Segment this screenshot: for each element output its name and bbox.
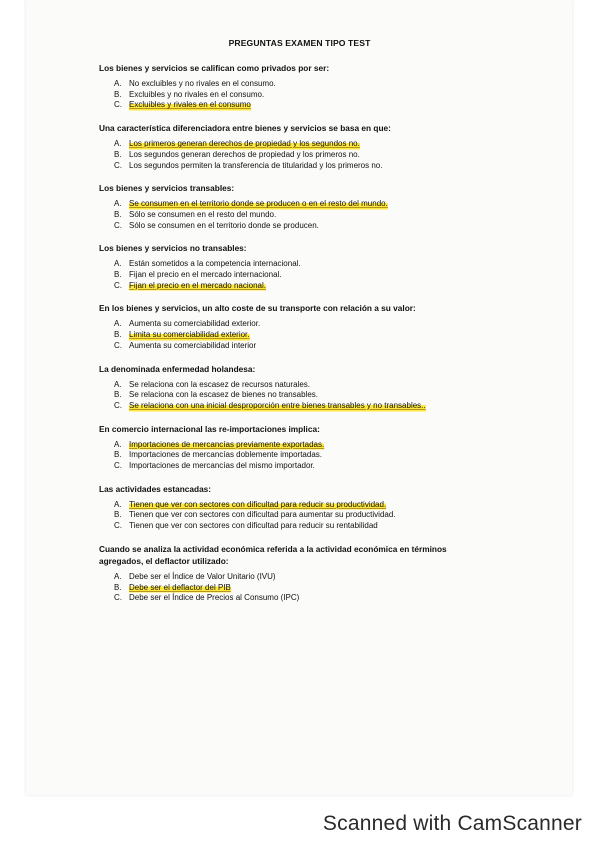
question-text: Los bienes y servicios no transables:: [99, 243, 247, 254]
question-text: Los bienes y servicios se califican como privados por ser:: [99, 63, 330, 73]
option-text: Aumenta su comerciabilidad interior: [129, 340, 257, 350]
question-text: La denominada enfermedad holandesa:: [99, 363, 256, 374]
option-letter: B.: [114, 582, 122, 592]
question-text: En los bienes y servicios, un alto coste de su transporte con relación a su valor:: [99, 303, 416, 314]
answer-option: [99, 380, 489, 391]
answer-option: [99, 521, 489, 532]
answer-option: [99, 593, 489, 604]
option-text: Sólo se consumen en el territorio donde se producen.: [129, 220, 319, 230]
option-text: Fijan el precio en el mercado internacional.: [129, 270, 282, 280]
question-block: [99, 543, 489, 604]
page-title: PREGUNTAS EXAMEN TIPO TEST: [228, 38, 371, 48]
option-letter: A.: [114, 319, 122, 329]
answer-option-highlighted: [99, 440, 489, 451]
option-text: Se relaciona con la escasez de recursos naturales.: [129, 379, 310, 389]
answer-option: [99, 90, 489, 101]
answer-option: [99, 341, 489, 352]
question-block: [99, 242, 489, 291]
question-text: Una característica diferenciadora entre bienes y servicios se basa en que:: [99, 123, 391, 134]
option-letter: A.: [114, 79, 122, 88]
option-text: Debe ser el Índice de Precios al Consumo (IPC): [129, 593, 300, 603]
option-text: Debe ser el deflactor del PIB: [129, 582, 231, 592]
option-text: Importaciones de mercancías doblemente importadas.: [129, 450, 322, 460]
option-text: Limita su comerciabilidad exterior.: [129, 330, 250, 340]
option-text: Los segundos generan derechos de propiedad y los primeros no.: [129, 149, 360, 159]
option-text: Excluibles y rivales en el consumo: [129, 100, 251, 110]
answer-option: [99, 461, 489, 472]
option-text: Aumenta su comerciabilidad exterior.: [129, 319, 261, 329]
answer-option: [99, 510, 489, 521]
answer-option: [99, 259, 489, 270]
answer-option: [99, 390, 489, 401]
answer-option-highlighted: [99, 139, 489, 150]
option-letter: C.: [114, 461, 122, 471]
answer-options: [99, 380, 489, 412]
option-text: Debe ser el Índice de Valor Unitario (IVU): [129, 571, 276, 581]
question-block: [99, 483, 489, 532]
option-letter: C.: [114, 593, 122, 603]
question-text: En comercio internacional las re-importaciones implica:: [99, 423, 320, 434]
answer-option: [99, 270, 489, 281]
answer-options: [99, 79, 489, 111]
option-text: Los primeros generan derechos de propiedad y los segundos no.: [129, 139, 360, 149]
question-block: [99, 182, 489, 231]
answer-option: [99, 150, 489, 161]
option-text: Sólo se consumen en el resto del mundo.: [129, 209, 277, 219]
answer-option-highlighted: [99, 330, 489, 341]
option-letter: A.: [114, 199, 122, 209]
option-letter: A.: [114, 439, 122, 449]
option-text: Se consumen en el territorio donde se producen o en el resto del mundo.: [129, 199, 388, 209]
option-letter: C.: [114, 100, 122, 110]
answer-option-highlighted: [99, 199, 489, 210]
answer-option: [99, 572, 489, 583]
option-letter: C.: [114, 280, 122, 290]
option-letter: B.: [114, 450, 122, 460]
answer-options: [99, 440, 489, 472]
option-letter: A.: [114, 571, 122, 581]
option-letter: A.: [114, 379, 122, 389]
question-block: [99, 423, 489, 472]
answer-option-highlighted: [99, 500, 489, 511]
option-letter: B.: [114, 149, 122, 159]
question-block: [99, 302, 489, 351]
option-letter: B.: [114, 510, 122, 520]
answer-options: [99, 139, 489, 171]
option-text: Importaciones de mercancías previamente exportadas.: [129, 439, 325, 449]
option-letter: C.: [114, 340, 122, 350]
option-letter: B.: [114, 390, 122, 400]
option-letter: B.: [114, 270, 122, 280]
answer-option: [99, 210, 489, 221]
question-text: Las actividades estancadas:: [99, 483, 212, 494]
option-letter: C.: [114, 521, 122, 531]
option-text: Tienen que ver con sectores con dificultad para reducir su rentabilidad: [129, 521, 378, 531]
option-letter: A.: [114, 139, 122, 149]
option-text: Se relaciona con una inicial desproporción entre bienes transables y no transables..: [129, 400, 426, 410]
option-text: Tienen que ver con sectores con dificultad para reducir su productividad.: [129, 499, 387, 509]
option-text: Se relaciona con la escasez de bienes no transables.: [129, 390, 319, 400]
option-text: No excluibles y no rivales en el consumo.: [129, 79, 276, 88]
answer-option-highlighted: [99, 281, 489, 292]
question-block: [99, 62, 489, 111]
question-block: [99, 122, 489, 171]
answer-option-highlighted: [99, 401, 489, 412]
answer-option: [99, 450, 489, 461]
option-text: Fijan el precio en el mercado nacional.: [129, 280, 266, 290]
answer-option: [99, 79, 489, 90]
answer-option-highlighted: [99, 100, 489, 111]
option-text: Importaciones de mercancías del mismo importador.: [129, 461, 315, 471]
option-letter: A.: [114, 499, 122, 509]
option-text: Están sometidos a la competencia internacional.: [129, 259, 301, 269]
answer-option: [99, 161, 489, 172]
question-block: [99, 363, 489, 412]
answer-options: [99, 500, 489, 532]
question-list: [99, 62, 489, 615]
option-text: Tienen que ver con sectores con dificultad para aumentar su productividad.: [129, 510, 396, 520]
answer-options: [99, 319, 489, 351]
scanner-watermark: Scanned with CamScanner: [322, 812, 582, 835]
option-letter: B.: [114, 330, 122, 340]
option-letter: B.: [114, 209, 122, 219]
option-text: Los segundos permiten la transferencia de titularidad y los primeros no.: [129, 160, 383, 170]
option-letter: C.: [114, 160, 122, 170]
answer-options: [99, 199, 489, 231]
answer-options: [99, 572, 489, 604]
option-letter: A.: [114, 259, 122, 269]
answer-option-highlighted: [99, 583, 489, 594]
option-letter: B.: [114, 89, 122, 99]
question-text: Los bienes y servicios transables:: [99, 183, 235, 194]
option-text: Excluibles y no rivales en el consumo.: [129, 89, 265, 99]
question-text: Cuando se analiza la actividad económica referida a la actividad económica en términos agregados, el deflactor utilizado:: [99, 543, 447, 566]
answer-option: [99, 319, 489, 330]
answer-options: [99, 259, 489, 291]
answer-option: [99, 221, 489, 232]
option-letter: C.: [114, 400, 122, 410]
option-letter: C.: [114, 220, 122, 230]
